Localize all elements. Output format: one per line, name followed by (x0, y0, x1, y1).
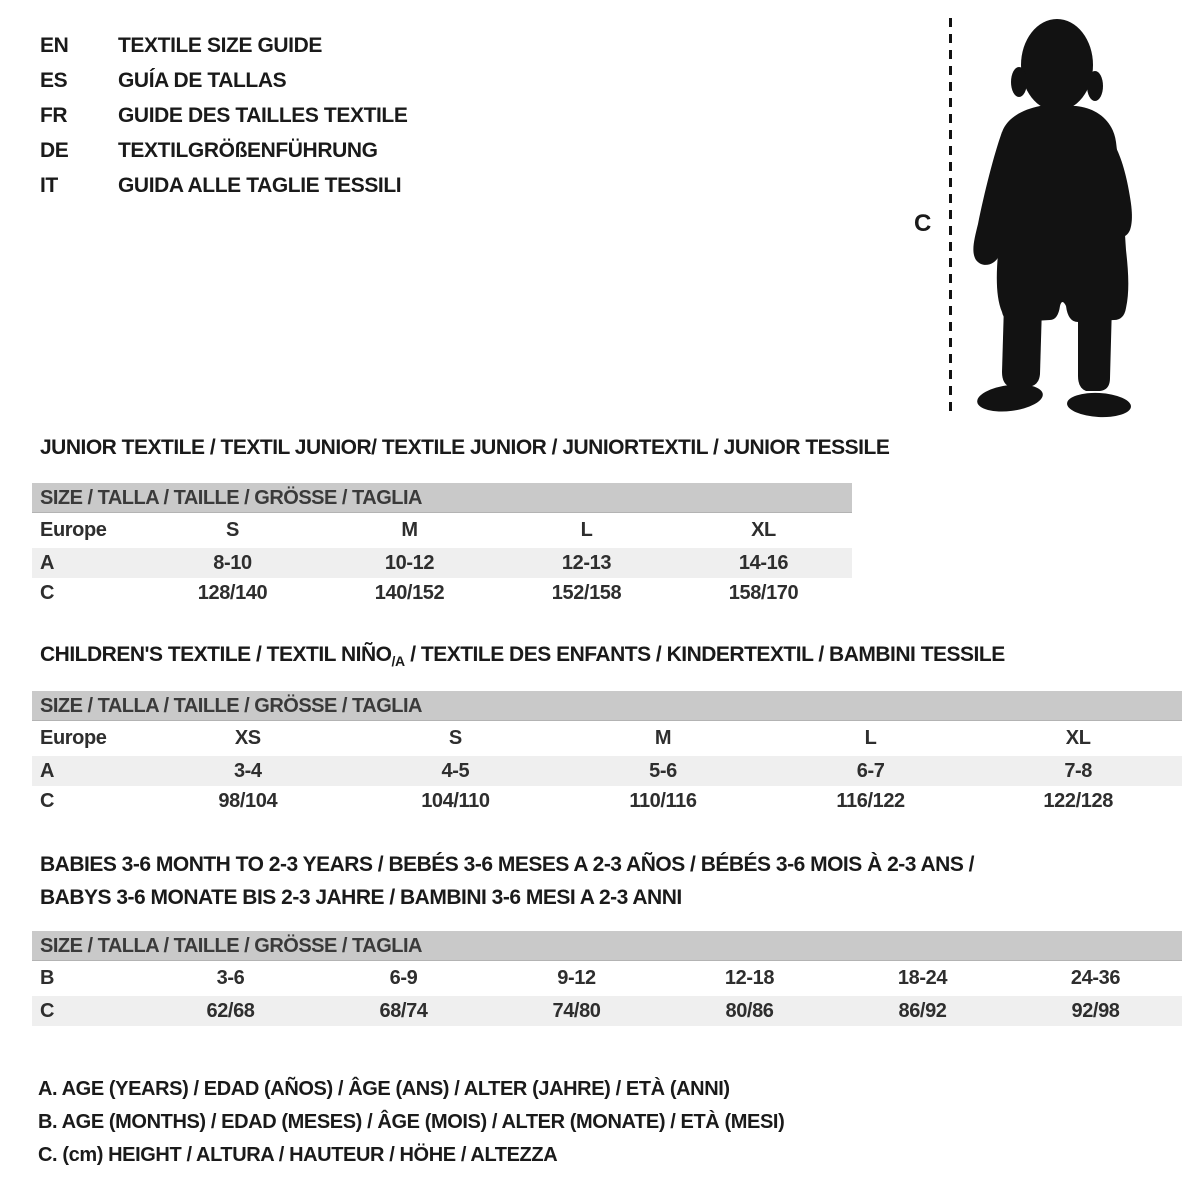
size-value: 68/74 (379, 999, 428, 1022)
table-row (32, 548, 852, 578)
size-value: S (226, 519, 239, 541)
language-row (40, 98, 407, 133)
size-value: 158/170 (728, 581, 799, 604)
table-body (32, 721, 1182, 816)
row-label: Europe (40, 519, 107, 541)
size-value: 18-24 (897, 967, 948, 989)
size-value: 128/140 (197, 581, 268, 604)
babies-section-title-line2: BABYS 3-6 MONATE BIS 2-3 JAHRE / BAMBINI 3-6 MESI A 2-3 ANNI (40, 886, 682, 909)
size-value: 122/128 (1043, 789, 1113, 812)
size-value: 86/92 (898, 999, 947, 1022)
language-code: DE (40, 138, 69, 162)
size-value: 10-12 (384, 551, 435, 574)
table-header: SIZE / TALLA / TAILLE / GRÖSSE / TAGLIA (32, 483, 852, 513)
size-value: 3-6 (216, 967, 245, 989)
size-value: 92/98 (1071, 999, 1120, 1022)
size-value: XL (1065, 727, 1091, 749)
size-value: 140/152 (374, 581, 445, 604)
table-row (32, 786, 1182, 816)
table-row (32, 756, 1182, 786)
height-measure-dashed-line (949, 18, 952, 415)
size-value: 152/158 (551, 581, 622, 604)
table-header: SIZE / TALLA / TAILLE / GRÖSSE / TAGLIA (32, 931, 1182, 961)
row-label: Europe (40, 727, 107, 749)
size-value: M (401, 519, 418, 541)
height-measure-label: C (914, 210, 931, 237)
row-label: B (40, 967, 55, 989)
size-value: 14-16 (738, 551, 789, 574)
table-row (32, 578, 852, 608)
footnote: C. (cm) HEIGHT / ALTURA / HAUTEUR / HÖHE / ALTEZZA (38, 1144, 558, 1166)
size-value: 3-4 (233, 759, 262, 782)
table-header: SIZE / TALLA / TAILLE / GRÖSSE / TAGLIA (32, 691, 1182, 721)
guide-title: TEXTILGRÖßENFÜHRUNG (118, 138, 378, 162)
language-row (40, 133, 407, 168)
size-value: 80/86 (725, 999, 774, 1022)
size-value: 62/68 (206, 999, 255, 1022)
language-list (40, 28, 407, 203)
children-size-table (32, 691, 1182, 816)
size-value: 6-9 (389, 967, 418, 989)
children-section-title (40, 643, 1005, 669)
children-section-title-part2: / TEXTILE DES ENFANTS / KINDERTEXTIL / BAMBINI TESSILE (404, 643, 1005, 666)
size-value: 98/104 (218, 789, 278, 812)
size-value: 104/110 (421, 789, 490, 812)
guide-title: GUÍA DE TALLAS (118, 68, 287, 92)
size-value: 116/122 (836, 789, 905, 812)
size-value: 8-10 (213, 551, 252, 574)
row-label: C (40, 581, 55, 604)
size-value: XL (751, 519, 776, 541)
table-row (32, 721, 1182, 756)
size-value: 12-13 (561, 551, 612, 574)
children-section-title-part1: CHILDREN'S TEXTILE / TEXTIL NIÑO (40, 643, 392, 666)
junior-section-title-text: JUNIOR TEXTILE / TEXTIL JUNIOR/ TEXTILE JUNIOR / JUNIORTEXTIL / JUNIOR TESSILE (40, 436, 890, 459)
table-body (32, 513, 852, 608)
table-row (32, 996, 1182, 1026)
guide-title: GUIDA ALLE TAGLIE TESSILI (118, 173, 402, 197)
language-row (40, 168, 407, 203)
toddler-silhouette-icon (958, 14, 1148, 420)
language-code: FR (40, 103, 68, 127)
footnote: A. AGE (YEARS) / EDAD (AÑOS) / ÂGE (ANS) / ALTER (JAHRE) / ETÀ (ANNI) (38, 1078, 730, 1100)
language-row (40, 28, 407, 63)
babies-size-table (32, 931, 1182, 1026)
size-value: 74/80 (552, 999, 601, 1022)
size-value: 4-5 (441, 759, 470, 782)
size-value: XS (234, 727, 261, 749)
table-row (32, 513, 852, 548)
size-value: 5-6 (649, 759, 677, 782)
size-value: 7-8 (1064, 759, 1093, 782)
language-code: ES (40, 68, 68, 92)
table-row (32, 961, 1182, 996)
footnotes (38, 1073, 784, 1172)
size-value: 9-12 (557, 967, 596, 989)
row-label: A (40, 759, 55, 782)
size-value: 6-7 (856, 759, 885, 782)
size-value: 110/116 (629, 789, 697, 812)
guide-title: TEXTILE SIZE GUIDE (118, 33, 322, 57)
table-body (32, 961, 1182, 1026)
size-value: M (654, 727, 672, 749)
babies-section-title-line1: BABIES 3-6 MONTH TO 2-3 YEARS / BEBÉS 3-6 MESES A 2-3 AÑOS / BÉBÉS 3-6 MOIS À 2-3 ANS / (40, 853, 975, 876)
footnote: B. AGE (MONTHS) / EDAD (MESES) / ÂGE (MOIS) / ALTER (MONATE) / ETÀ (MESI) (38, 1111, 785, 1133)
size-value: L (864, 727, 877, 749)
junior-size-table (32, 483, 852, 608)
row-label: A (40, 551, 55, 574)
language-code: IT (40, 173, 58, 197)
junior-section-title (40, 436, 889, 460)
size-value: 12-18 (724, 967, 775, 989)
language-code: EN (40, 33, 69, 57)
row-label: C (40, 999, 55, 1022)
size-value: 24-36 (1070, 967, 1121, 989)
language-row (40, 63, 407, 98)
babies-section-title (40, 848, 974, 914)
children-section-title-subscript: /A (391, 653, 405, 669)
size-value: L (580, 519, 593, 541)
row-label: C (40, 789, 55, 812)
guide-title: GUIDE DES TAILLES TEXTILE (118, 103, 408, 127)
size-value: S (448, 727, 462, 749)
